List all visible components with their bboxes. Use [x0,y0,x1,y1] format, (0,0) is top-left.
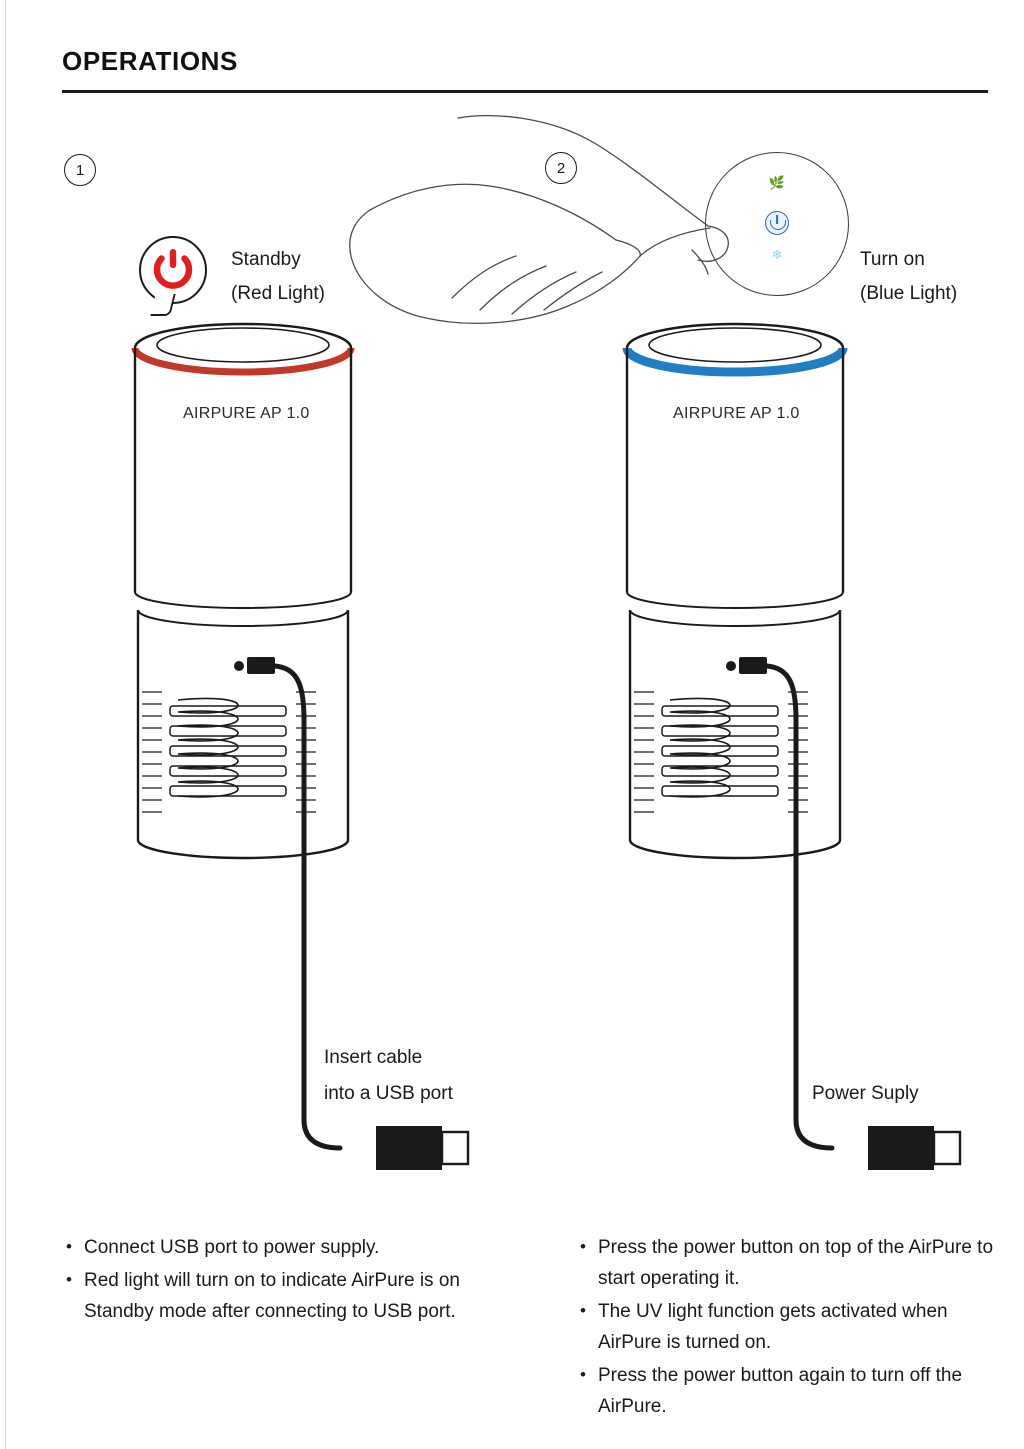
pointing-hand-illustration [340,110,760,340]
device-label-right: AIRPURE AP 1.0 [673,405,800,422]
turn-on-callout [860,243,957,311]
turn-on-callout-line2: (Blue Light) [860,283,958,304]
list-item: • The UV light function gets activated when AirPure is turned on. [598,1296,996,1358]
badge-tail [150,294,175,316]
insert-cable-line1: Insert cable [324,1047,423,1068]
page-title: OPERATIONS [62,46,238,76]
list-item: • Press the power button on top of the AirPure to start operating it. [598,1232,996,1294]
standby-callout-line2: (Red Light) [231,283,325,304]
power-icon [153,249,193,291]
fan-icon: ❄ [771,247,783,262]
step-badge-1: 1 [64,154,96,186]
list-item: • Connect USB port to power supply. [84,1232,492,1263]
standby-callout [231,243,325,311]
power-button-icon [757,211,797,235]
device-illustration-standby [108,320,528,1200]
power-glyph [765,211,789,235]
uv-leaf-icon: 🌿 [768,175,786,190]
device-label-left: AIRPURE AP 1.0 [183,405,310,422]
turn-on-callout-line1: Turn on [860,249,925,270]
list-item: • Press the power button again to turn off the AirPure. [598,1360,996,1422]
device-illustration-on [600,320,1020,1200]
title-divider [62,90,988,93]
list-item: • Red light will turn on to indicate AirPure is on Standby mode after connecting to USB port. [84,1265,492,1327]
insert-cable-line2: into a USB port [324,1083,453,1104]
step-badge-2: 2 [545,152,577,184]
power-supply-label: Power Suply [812,1083,919,1104]
standby-callout-line1: Standby [231,249,301,270]
standby-power-icon-badge [139,236,207,304]
instructions-left [62,1232,492,1329]
insert-cable-label [324,1040,453,1112]
instructions-right [576,1232,996,1424]
